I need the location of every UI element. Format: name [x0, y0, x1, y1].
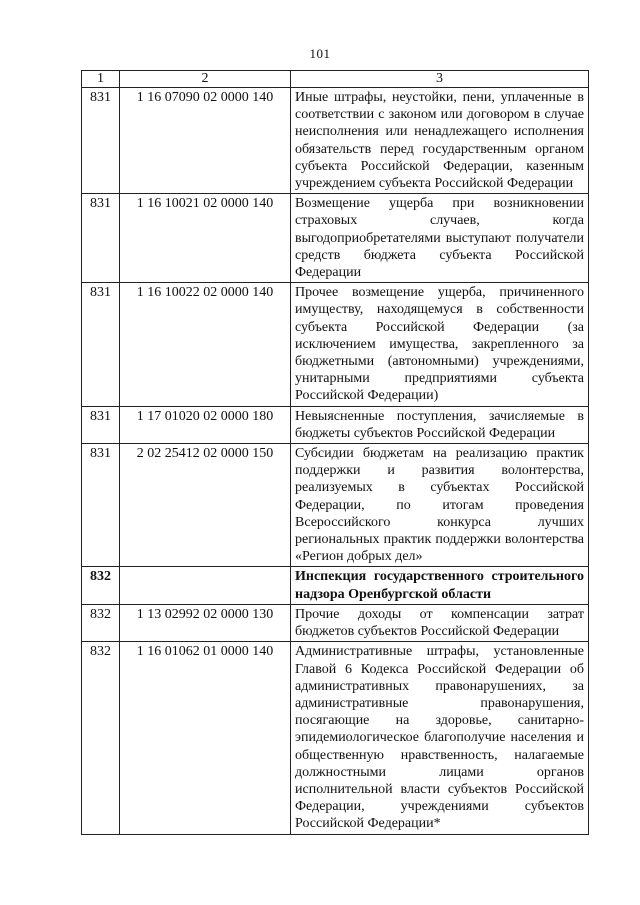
description-cell: Прочее возмещение ущерба, причиненного имуществу, находящемуся в собственности субъекта Российской Федерации (за исключением имущества, закрепленного за бюджетными (автономными) учреждениями, унитарными предприятиями субъекта Российской Федерации) — [291, 283, 589, 406]
column-header-1: 1 — [82, 71, 120, 88]
column-header-3: 3 — [291, 71, 589, 88]
description-cell: Возмещение ущерба при возникновении страховых случаев, когда выгодоприобретателями выступают получатели средств бюджета субъекта Российской Федерации — [291, 194, 589, 283]
table-row — [82, 642, 589, 834]
admin-code-cell: 831 — [82, 444, 120, 567]
table-row — [82, 406, 589, 443]
budget-code-cell: 1 16 10021 02 0000 140 — [120, 194, 291, 283]
revenue-codes-table — [81, 70, 589, 835]
budget-code-cell: 1 16 07090 02 0000 140 — [120, 88, 291, 194]
table-row — [82, 283, 589, 406]
budget-code-cell: 1 16 10022 02 0000 140 — [120, 283, 291, 406]
budget-code-cell: 2 02 25412 02 0000 150 — [120, 444, 291, 567]
budget-code-cell — [120, 567, 291, 604]
description-cell: Субсидии бюджетам на реализацию практик поддержки и развития волонтерства, реализуемых в субъектах Российской Федерации, по итогам проведения Всероссийского конкурса лучших региональных практик поддержки волонтерства «Регион добрых дел» — [291, 444, 589, 567]
budget-code-cell: 1 16 01062 01 0000 140 — [120, 642, 291, 834]
description-cell: Административные штрафы, установленные Главой 6 Кодекса Российской Федерации об административных правонарушениях, за административные правонарушения, посягающие на здоровье, санитарно-эпидемиологическое благополучие населения и общественную нравственность, налагаемые должностными лицами органов исполнительной власти субъектов Российской Федерации, учреждениями субъектов Российской Федерации* — [291, 642, 589, 834]
section-heading-cell: Инспекция государственного строительного надзора Оренбургской области — [291, 567, 589, 604]
admin-code-cell: 831 — [82, 194, 120, 283]
description-cell: Невыясненные поступления, зачисляемые в бюджеты субъектов Российской Федерации — [291, 406, 589, 443]
section-heading-row — [82, 567, 589, 604]
page-number: 101 — [309, 46, 331, 61]
admin-code-cell: 831 — [82, 406, 120, 443]
admin-code-cell: 832 — [82, 642, 120, 834]
table-row — [82, 194, 589, 283]
admin-code-cell: 832 — [82, 567, 120, 604]
table-row — [82, 88, 589, 194]
column-header-2: 2 — [120, 71, 291, 88]
budget-code-cell: 1 17 01020 02 0000 180 — [120, 406, 291, 443]
description-cell: Прочие доходы от компенсации затрат бюджетов субъектов Российской Федерации — [291, 604, 589, 641]
admin-code-cell: 831 — [82, 283, 120, 406]
description-cell: Иные штрафы, неустойки, пени, уплаченные в соответствии с законом или договором в случае неисполнения или ненадлежащего исполнения обязательств перед государственным органом субъекта Российской Федерации, казенным учреждением субъекта Российской Федерации — [291, 88, 589, 194]
table-header-row — [82, 71, 589, 88]
table-row — [82, 604, 589, 641]
admin-code-cell: 831 — [82, 88, 120, 194]
admin-code-cell: 832 — [82, 604, 120, 641]
budget-code-cell: 1 13 02992 02 0000 130 — [120, 604, 291, 641]
table-row — [82, 444, 589, 567]
